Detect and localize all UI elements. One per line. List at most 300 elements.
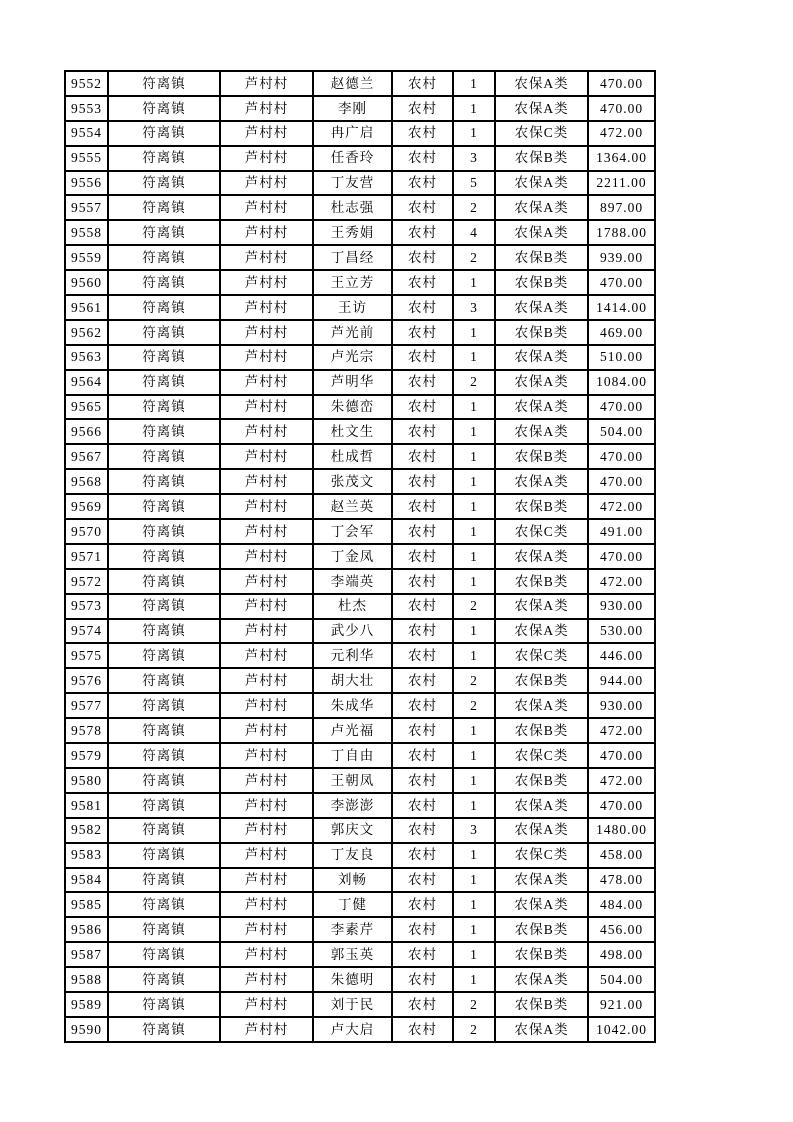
- cell-name: 朱德明: [313, 967, 392, 992]
- cell-count: 1: [453, 469, 495, 494]
- cell-residence: 农村: [392, 121, 453, 146]
- cell-town: 符离镇: [108, 594, 220, 619]
- cell-amount: 470.00: [588, 793, 655, 818]
- table-row: [65, 494, 655, 519]
- cell-village: 芦村村: [220, 469, 313, 494]
- cell-id: 9557: [65, 195, 108, 220]
- cell-count: 1: [453, 121, 495, 146]
- table-row: [65, 594, 655, 619]
- cell-category: 农保B类: [495, 494, 588, 519]
- cell-count: 1: [453, 569, 495, 594]
- cell-category: 农保A类: [495, 295, 588, 320]
- cell-id: 9555: [65, 146, 108, 171]
- cell-category: 农保A类: [495, 195, 588, 220]
- cell-amount: 446.00: [588, 643, 655, 668]
- cell-amount: 1788.00: [588, 220, 655, 245]
- cell-category: 农保A类: [495, 71, 588, 96]
- cell-amount: 470.00: [588, 71, 655, 96]
- cell-name: 丁健: [313, 892, 392, 917]
- cell-category: 农保C类: [495, 843, 588, 868]
- table-row: [65, 419, 655, 444]
- cell-town: 符离镇: [108, 444, 220, 469]
- table-row: [65, 469, 655, 494]
- cell-name: 丁友营: [313, 171, 392, 196]
- cell-amount: 504.00: [588, 419, 655, 444]
- cell-id: 9560: [65, 270, 108, 295]
- cell-category: 农保B类: [495, 569, 588, 594]
- cell-category: 农保A类: [495, 469, 588, 494]
- cell-count: 1: [453, 320, 495, 345]
- table-row: [65, 195, 655, 220]
- table-row: [65, 569, 655, 594]
- cell-category: 农保A类: [495, 818, 588, 843]
- cell-village: 芦村村: [220, 693, 313, 718]
- cell-town: 符离镇: [108, 1017, 220, 1042]
- cell-town: 符离镇: [108, 519, 220, 544]
- cell-amount: 456.00: [588, 917, 655, 942]
- cell-id: 9573: [65, 594, 108, 619]
- cell-name: 赵兰英: [313, 494, 392, 519]
- cell-amount: 484.00: [588, 892, 655, 917]
- cell-village: 芦村村: [220, 793, 313, 818]
- cell-name: 郭庆文: [313, 818, 392, 843]
- cell-amount: 458.00: [588, 843, 655, 868]
- cell-residence: 农村: [392, 245, 453, 270]
- cell-amount: 469.00: [588, 320, 655, 345]
- cell-name: 芦明华: [313, 370, 392, 395]
- cell-town: 符离镇: [108, 146, 220, 171]
- cell-village: 芦村村: [220, 444, 313, 469]
- cell-name: 武少八: [313, 619, 392, 644]
- cell-id: 9576: [65, 668, 108, 693]
- cell-count: 3: [453, 295, 495, 320]
- cell-town: 符离镇: [108, 419, 220, 444]
- cell-amount: 491.00: [588, 519, 655, 544]
- cell-name: 李端英: [313, 569, 392, 594]
- table-row: [65, 917, 655, 942]
- cell-village: 芦村村: [220, 569, 313, 594]
- cell-residence: 农村: [392, 519, 453, 544]
- cell-residence: 农村: [392, 270, 453, 295]
- cell-name: 杜杰: [313, 594, 392, 619]
- cell-village: 芦村村: [220, 245, 313, 270]
- cell-id: 9589: [65, 992, 108, 1017]
- table-row: [65, 693, 655, 718]
- cell-category: 农保A类: [495, 1017, 588, 1042]
- cell-amount: 510.00: [588, 345, 655, 370]
- cell-id: 9565: [65, 395, 108, 420]
- cell-town: 符离镇: [108, 693, 220, 718]
- cell-count: 2: [453, 992, 495, 1017]
- cell-residence: 农村: [392, 992, 453, 1017]
- cell-village: 芦村村: [220, 121, 313, 146]
- cell-category: 农保A类: [495, 544, 588, 569]
- table-row: [65, 245, 655, 270]
- cell-village: 芦村村: [220, 519, 313, 544]
- cell-village: 芦村村: [220, 320, 313, 345]
- table-row: [65, 121, 655, 146]
- cell-count: 3: [453, 818, 495, 843]
- cell-residence: 农村: [392, 96, 453, 121]
- cell-town: 符离镇: [108, 868, 220, 893]
- cell-category: 农保A类: [495, 793, 588, 818]
- cell-amount: 478.00: [588, 868, 655, 893]
- cell-amount: 470.00: [588, 444, 655, 469]
- cell-amount: 470.00: [588, 469, 655, 494]
- cell-name: 赵德兰: [313, 71, 392, 96]
- cell-count: 1: [453, 619, 495, 644]
- cell-residence: 农村: [392, 171, 453, 196]
- table-row: [65, 96, 655, 121]
- cell-residence: 农村: [392, 743, 453, 768]
- cell-residence: 农村: [392, 195, 453, 220]
- table-row: [65, 544, 655, 569]
- cell-category: 农保A类: [495, 171, 588, 196]
- cell-name: 王立芳: [313, 270, 392, 295]
- cell-count: 1: [453, 743, 495, 768]
- cell-village: 芦村村: [220, 992, 313, 1017]
- cell-town: 符离镇: [108, 569, 220, 594]
- cell-residence: 农村: [392, 643, 453, 668]
- cell-category: 农保B类: [495, 245, 588, 270]
- cell-town: 符离镇: [108, 818, 220, 843]
- cell-name: 杜文生: [313, 419, 392, 444]
- cell-id: 9569: [65, 494, 108, 519]
- cell-amount: 921.00: [588, 992, 655, 1017]
- cell-town: 符离镇: [108, 967, 220, 992]
- cell-count: 2: [453, 195, 495, 220]
- table-row: [65, 668, 655, 693]
- cell-count: 1: [453, 967, 495, 992]
- cell-residence: 农村: [392, 220, 453, 245]
- cell-name: 冉广启: [313, 121, 392, 146]
- cell-amount: 1364.00: [588, 146, 655, 171]
- cell-count: 1: [453, 892, 495, 917]
- cell-name: 丁自由: [313, 743, 392, 768]
- cell-residence: 农村: [392, 494, 453, 519]
- cell-amount: 1480.00: [588, 818, 655, 843]
- cell-town: 符离镇: [108, 320, 220, 345]
- cell-amount: 930.00: [588, 693, 655, 718]
- cell-village: 芦村村: [220, 594, 313, 619]
- cell-village: 芦村村: [220, 668, 313, 693]
- cell-category: 农保B类: [495, 942, 588, 967]
- cell-count: 1: [453, 718, 495, 743]
- cell-count: 2: [453, 370, 495, 395]
- cell-town: 符离镇: [108, 768, 220, 793]
- cell-id: 9552: [65, 71, 108, 96]
- cell-town: 符离镇: [108, 195, 220, 220]
- cell-id: 9558: [65, 220, 108, 245]
- cell-residence: 农村: [392, 668, 453, 693]
- cell-count: 1: [453, 544, 495, 569]
- cell-category: 农保B类: [495, 992, 588, 1017]
- cell-count: 1: [453, 793, 495, 818]
- cell-residence: 农村: [392, 295, 453, 320]
- cell-residence: 农村: [392, 146, 453, 171]
- cell-amount: 939.00: [588, 245, 655, 270]
- cell-amount: 472.00: [588, 768, 655, 793]
- table-row: [65, 718, 655, 743]
- insurance-records-table: [64, 70, 656, 1043]
- cell-id: 9583: [65, 843, 108, 868]
- cell-name: 朱成华: [313, 693, 392, 718]
- cell-amount: 470.00: [588, 395, 655, 420]
- cell-category: 农保A类: [495, 619, 588, 644]
- cell-id: 9570: [65, 519, 108, 544]
- cell-count: 1: [453, 643, 495, 668]
- cell-count: 1: [453, 419, 495, 444]
- table-row: [65, 71, 655, 96]
- table-row: [65, 345, 655, 370]
- cell-residence: 农村: [392, 718, 453, 743]
- cell-residence: 农村: [392, 569, 453, 594]
- cell-village: 芦村村: [220, 892, 313, 917]
- cell-town: 符离镇: [108, 469, 220, 494]
- cell-count: 2: [453, 1017, 495, 1042]
- cell-amount: 470.00: [588, 544, 655, 569]
- cell-amount: 498.00: [588, 942, 655, 967]
- cell-id: 9575: [65, 643, 108, 668]
- records-table-body: [65, 71, 655, 1042]
- cell-residence: 农村: [392, 419, 453, 444]
- cell-count: 1: [453, 843, 495, 868]
- table-row: [65, 320, 655, 345]
- cell-amount: 504.00: [588, 967, 655, 992]
- cell-category: 农保A类: [495, 220, 588, 245]
- cell-category: 农保A类: [495, 96, 588, 121]
- cell-count: 4: [453, 220, 495, 245]
- cell-village: 芦村村: [220, 146, 313, 171]
- table-row: [65, 370, 655, 395]
- cell-town: 符离镇: [108, 121, 220, 146]
- cell-village: 芦村村: [220, 195, 313, 220]
- cell-village: 芦村村: [220, 818, 313, 843]
- cell-residence: 农村: [392, 370, 453, 395]
- cell-name: 任香玲: [313, 146, 392, 171]
- cell-count: 2: [453, 594, 495, 619]
- table-row: [65, 519, 655, 544]
- cell-village: 芦村村: [220, 419, 313, 444]
- cell-id: 9588: [65, 967, 108, 992]
- table-row: [65, 643, 655, 668]
- cell-town: 符离镇: [108, 942, 220, 967]
- cell-id: 9566: [65, 419, 108, 444]
- cell-name: 丁会军: [313, 519, 392, 544]
- cell-town: 符离镇: [108, 270, 220, 295]
- cell-residence: 农村: [392, 818, 453, 843]
- cell-category: 农保A类: [495, 892, 588, 917]
- cell-id: 9587: [65, 942, 108, 967]
- cell-village: 芦村村: [220, 619, 313, 644]
- cell-name: 卢光福: [313, 718, 392, 743]
- table-row: [65, 992, 655, 1017]
- cell-village: 芦村村: [220, 643, 313, 668]
- cell-category: 农保B类: [495, 444, 588, 469]
- cell-town: 符离镇: [108, 793, 220, 818]
- cell-category: 农保C类: [495, 643, 588, 668]
- cell-amount: 944.00: [588, 668, 655, 693]
- cell-residence: 农村: [392, 619, 453, 644]
- cell-id: 9559: [65, 245, 108, 270]
- table-row: [65, 146, 655, 171]
- cell-village: 芦村村: [220, 96, 313, 121]
- cell-village: 芦村村: [220, 768, 313, 793]
- cell-name: 元利华: [313, 643, 392, 668]
- table-row: [65, 942, 655, 967]
- cell-town: 符离镇: [108, 245, 220, 270]
- table-row: [65, 768, 655, 793]
- cell-town: 符离镇: [108, 917, 220, 942]
- cell-town: 符离镇: [108, 718, 220, 743]
- cell-count: 1: [453, 345, 495, 370]
- cell-category: 农保A类: [495, 395, 588, 420]
- cell-amount: 472.00: [588, 121, 655, 146]
- cell-id: 9562: [65, 320, 108, 345]
- cell-residence: 农村: [392, 320, 453, 345]
- cell-village: 芦村村: [220, 71, 313, 96]
- cell-amount: 470.00: [588, 270, 655, 295]
- cell-name: 丁友良: [313, 843, 392, 868]
- cell-name: 李素芹: [313, 917, 392, 942]
- cell-name: 杜志强: [313, 195, 392, 220]
- cell-category: 农保B类: [495, 718, 588, 743]
- cell-name: 卢光宗: [313, 345, 392, 370]
- cell-village: 芦村村: [220, 395, 313, 420]
- cell-residence: 农村: [392, 868, 453, 893]
- cell-category: 农保C类: [495, 743, 588, 768]
- cell-category: 农保B类: [495, 146, 588, 171]
- cell-amount: 470.00: [588, 96, 655, 121]
- cell-id: 9584: [65, 868, 108, 893]
- table-row: [65, 843, 655, 868]
- cell-category: 农保B类: [495, 270, 588, 295]
- cell-village: 芦村村: [220, 967, 313, 992]
- cell-count: 1: [453, 96, 495, 121]
- cell-name: 刘于民: [313, 992, 392, 1017]
- cell-amount: 530.00: [588, 619, 655, 644]
- cell-id: 9579: [65, 743, 108, 768]
- cell-id: 9567: [65, 444, 108, 469]
- cell-town: 符离镇: [108, 345, 220, 370]
- cell-village: 芦村村: [220, 270, 313, 295]
- cell-residence: 农村: [392, 1017, 453, 1042]
- cell-village: 芦村村: [220, 718, 313, 743]
- table-row: [65, 220, 655, 245]
- cell-residence: 农村: [392, 793, 453, 818]
- cell-residence: 农村: [392, 469, 453, 494]
- cell-count: 1: [453, 868, 495, 893]
- cell-name: 王访: [313, 295, 392, 320]
- cell-name: 刘畅: [313, 868, 392, 893]
- cell-town: 符离镇: [108, 370, 220, 395]
- cell-id: 9582: [65, 818, 108, 843]
- cell-id: 9553: [65, 96, 108, 121]
- cell-category: 农保A类: [495, 967, 588, 992]
- cell-residence: 农村: [392, 768, 453, 793]
- cell-residence: 农村: [392, 594, 453, 619]
- cell-residence: 农村: [392, 967, 453, 992]
- cell-amount: 930.00: [588, 594, 655, 619]
- cell-village: 芦村村: [220, 917, 313, 942]
- cell-count: 1: [453, 917, 495, 942]
- cell-name: 李澎澎: [313, 793, 392, 818]
- cell-town: 符离镇: [108, 494, 220, 519]
- cell-id: 9590: [65, 1017, 108, 1042]
- cell-id: 9572: [65, 569, 108, 594]
- cell-id: 9580: [65, 768, 108, 793]
- cell-count: 1: [453, 494, 495, 519]
- cell-count: 2: [453, 245, 495, 270]
- table-row: [65, 395, 655, 420]
- cell-category: 农保C类: [495, 519, 588, 544]
- cell-category: 农保C类: [495, 121, 588, 146]
- cell-name: 芦光前: [313, 320, 392, 345]
- table-row: [65, 967, 655, 992]
- table-row: [65, 743, 655, 768]
- cell-name: 胡大壮: [313, 668, 392, 693]
- cell-residence: 农村: [392, 395, 453, 420]
- cell-town: 符离镇: [108, 220, 220, 245]
- cell-town: 符离镇: [108, 71, 220, 96]
- cell-count: 1: [453, 519, 495, 544]
- cell-name: 卢大启: [313, 1017, 392, 1042]
- cell-name: 王朝凤: [313, 768, 392, 793]
- table-row: [65, 868, 655, 893]
- cell-town: 符离镇: [108, 843, 220, 868]
- cell-category: 农保B类: [495, 917, 588, 942]
- cell-id: 9556: [65, 171, 108, 196]
- cell-name: 丁昌经: [313, 245, 392, 270]
- cell-village: 芦村村: [220, 843, 313, 868]
- cell-residence: 农村: [392, 71, 453, 96]
- cell-amount: 897.00: [588, 195, 655, 220]
- cell-town: 符离镇: [108, 171, 220, 196]
- cell-id: 9578: [65, 718, 108, 743]
- cell-village: 芦村村: [220, 171, 313, 196]
- cell-id: 9564: [65, 370, 108, 395]
- cell-id: 9554: [65, 121, 108, 146]
- cell-count: 3: [453, 146, 495, 171]
- table-row: [65, 892, 655, 917]
- cell-category: 农保B类: [495, 768, 588, 793]
- cell-amount: 472.00: [588, 718, 655, 743]
- cell-count: 1: [453, 444, 495, 469]
- cell-town: 符离镇: [108, 395, 220, 420]
- cell-village: 芦村村: [220, 544, 313, 569]
- cell-village: 芦村村: [220, 494, 313, 519]
- cell-residence: 农村: [392, 892, 453, 917]
- table-row: [65, 295, 655, 320]
- cell-amount: 470.00: [588, 743, 655, 768]
- cell-town: 符离镇: [108, 295, 220, 320]
- cell-amount: 472.00: [588, 494, 655, 519]
- cell-amount: 1414.00: [588, 295, 655, 320]
- cell-village: 芦村村: [220, 743, 313, 768]
- cell-residence: 农村: [392, 843, 453, 868]
- table-row: [65, 793, 655, 818]
- cell-town: 符离镇: [108, 892, 220, 917]
- cell-id: 9585: [65, 892, 108, 917]
- cell-name: 杜成哲: [313, 444, 392, 469]
- cell-town: 符离镇: [108, 619, 220, 644]
- cell-name: 李刚: [313, 96, 392, 121]
- cell-name: 丁金凤: [313, 544, 392, 569]
- cell-id: 9561: [65, 295, 108, 320]
- cell-residence: 农村: [392, 345, 453, 370]
- cell-id: 9586: [65, 917, 108, 942]
- table-row: [65, 619, 655, 644]
